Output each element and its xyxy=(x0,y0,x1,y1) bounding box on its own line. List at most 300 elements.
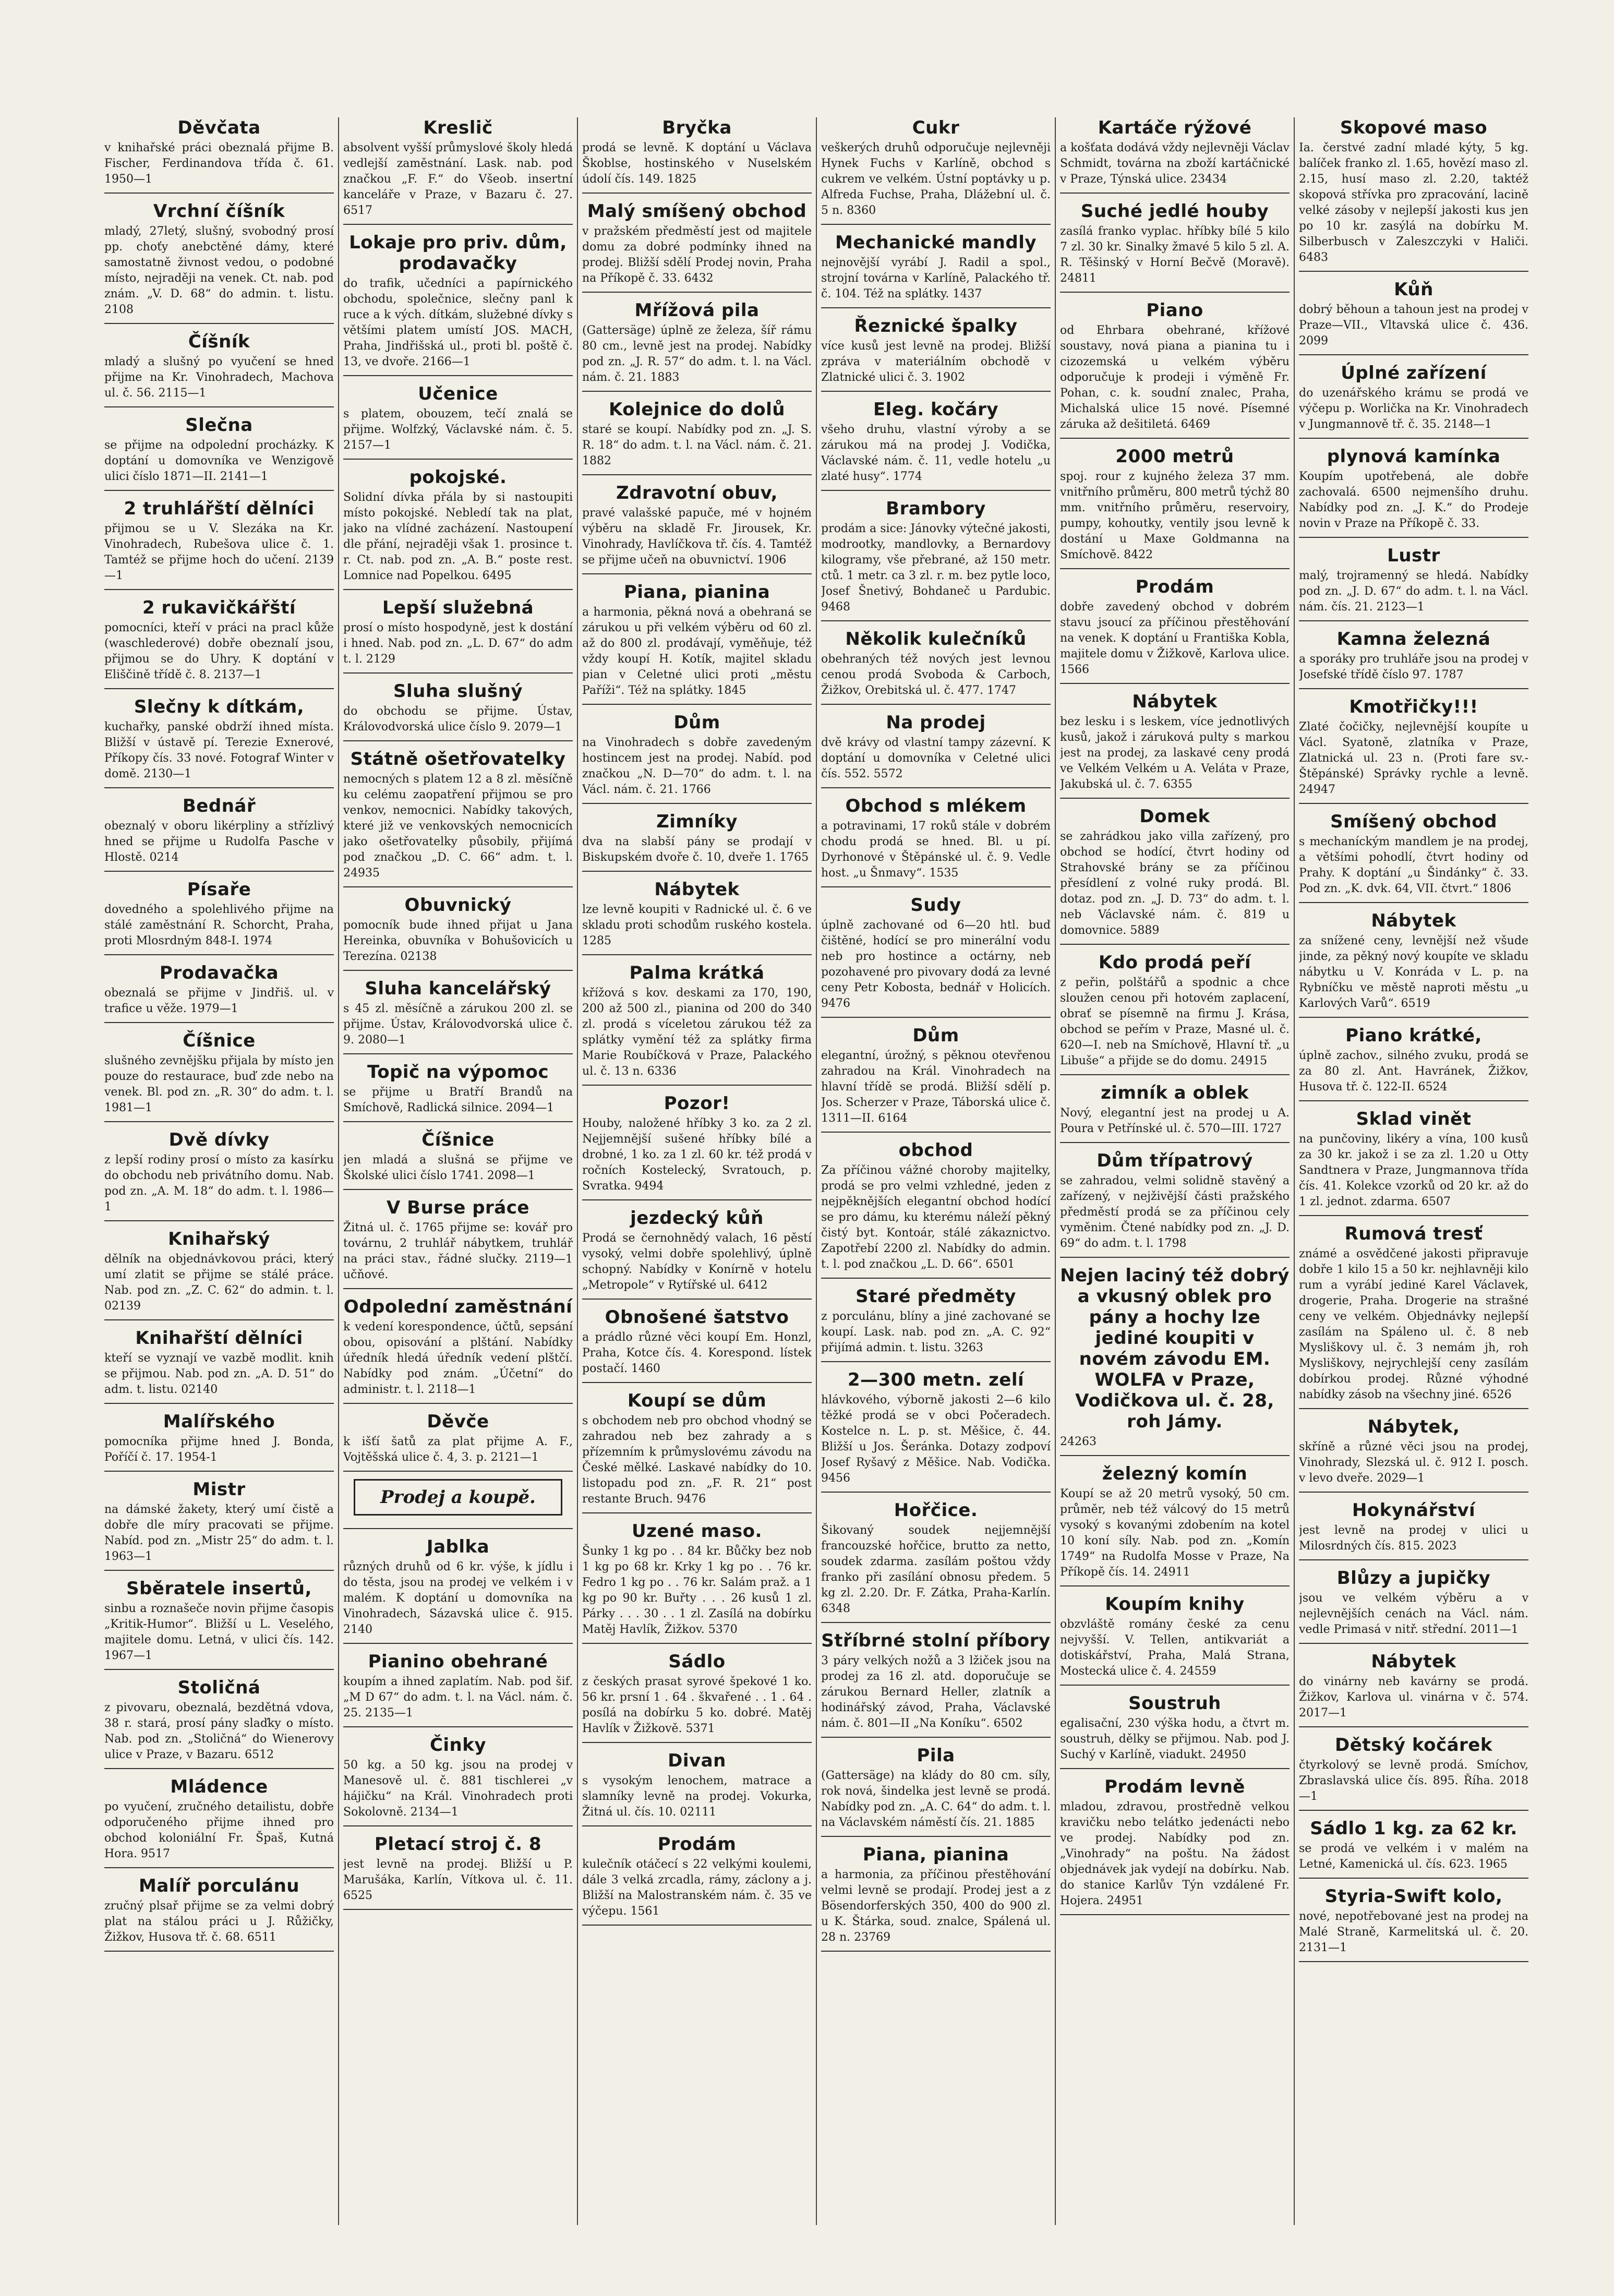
ad-body: a sporáky pro truhláře jsou na prodej v Josefské třídě číslo 97. 1787 xyxy=(1299,653,1528,681)
ad-heading: Vrchní číšník xyxy=(153,201,285,222)
ad-body: mladý, 27letý, slušný, svobodný prosí pp. choťy anebctěné dámy, které samostatně živnost vedou, o podobné místo, nejraději na venek. Ct. nab. pod znám. „V. D. 68“ do admin. t. listu. 2108 xyxy=(104,225,334,316)
ad-body: nemocných s platem 12 a 8 zl. měsíčně ku celému zaopatření přijmou se pro venkov, nemocnici. Nabídky takových, které již ve venkovských nemocnicích jako ošetřovatelky působily, přijímá pod značkou „D. C. 66“ adm. t. l. 24935 xyxy=(343,773,573,880)
ad-heading: pokojské. xyxy=(409,467,507,488)
classified-ad xyxy=(343,383,573,460)
ad-body: za snížené ceny, levnější než všude jinde, za pěkný nový koupíte ve skladu nábytku u V. Konráda v L. p. na Rybníčku ve městě naproti městu „u Karlových Varů“. 6519 xyxy=(1299,934,1528,1010)
ad-heading: plynová kamínka xyxy=(1327,446,1501,467)
classified-ad xyxy=(104,879,334,955)
classified-ad xyxy=(821,1745,1051,1837)
classified-ad xyxy=(104,1479,334,1571)
ad-body: zasílá franko vyplac. hříbky bílé 5 kilo 7 zl. 30 kr. Sinalky žmavé 5 kilo 5 zl. A. R. Těšinský v Horní Bečvě (Moravě). 24811 xyxy=(1060,225,1290,285)
ad-body: čtyrkolový se levně prodá. Smíchov, Zbraslavská ulice čís. 895. Říha. 2018—1 xyxy=(1299,1759,1528,1803)
ad-heading: Nábytek xyxy=(654,879,740,900)
ad-body: staré se koupí. Nabídky pod zn. „J. S. R. 18“ do adm. t. l. na Václ. nám. č. 21. 1882 xyxy=(582,423,812,467)
ad-heading: 2 truhlářští dělníci xyxy=(124,498,315,519)
ad-heading: Cukr xyxy=(912,117,960,138)
ad-body: elegantní, úrožný, s pěknou otevřenou zahradou na Král. Vinohradech na hlavní třídě se prodá. Bližší sdělí p. Jos. Scherzer v Praze, Táborská ulice č. 1311—II. 6164 xyxy=(821,1049,1051,1125)
classified-ad xyxy=(1299,1025,1528,1101)
classified-ad xyxy=(343,1197,573,1289)
classified-ad xyxy=(821,895,1051,1018)
column-3 xyxy=(582,117,812,2225)
classified-ad xyxy=(1060,1265,1290,1456)
classified-ad xyxy=(343,1296,573,1404)
classified-ad xyxy=(821,316,1051,392)
classified-ad xyxy=(582,300,812,392)
ad-heading: Nábytek xyxy=(1371,910,1456,931)
classified-ad xyxy=(104,597,334,689)
ad-heading: Kartáče rýžové xyxy=(1098,117,1252,138)
ad-heading: Styria-Swift kolo, xyxy=(1324,1886,1503,1907)
classified-ad xyxy=(1299,117,1528,272)
classified-ad xyxy=(1060,1693,1290,1769)
column-divider xyxy=(1055,117,1056,2225)
ad-body: absolvent vyšší průmyslové školy hledá vedlejší zaměstnání. Lask. nab. pod značkou „F. F.“ do Všeob. insertní kanceláře v Praze, v Bazaru č. 27. 6517 xyxy=(343,141,573,217)
ad-body: dvě krávy od vlastní tampy zázevní. K doptání u domovníka v Celetné ulici čís. 552. 5572 xyxy=(821,736,1051,780)
ad-heading: Knihařský xyxy=(168,1229,270,1249)
ad-heading: Mechanické mandly xyxy=(835,232,1037,253)
ad-body: slušného zevnějšku přijala by místo jen pouze do restaurace, buď zde nebo na venek. Bl. pod zn. „R. 30“ do adm. t. l. 1981—1 xyxy=(104,1054,334,1114)
classified-ad xyxy=(104,1030,334,1122)
ad-heading: Domek xyxy=(1139,806,1210,827)
ad-body: v knihařské práci obeznalá přijme B. Fischer, Ferdinandova třída č. 61. 1950—1 xyxy=(104,141,334,186)
ad-heading: Mřížová pila xyxy=(634,300,760,321)
ad-heading: Sklad vinět xyxy=(1356,1109,1472,1129)
ad-body: prodám a sice: Jánovky výtečné jakosti, modrootky, mandlovky, a Bernardovy kilogramy, vše přebrané, až 150 metr. ctů. 1 metr. ca 3 zl. r. m. bez pytle loco, Josef Šnetivý, Bohdaneč u Pardubic. 9468 xyxy=(821,522,1051,614)
ad-body: pravé valašské papuče, mé v hojném výběru na skladě Fr. Jirousek, Kr. Vinohrady, Havlíčkova tř. čís. 4. Tamtéž se přijme učeň na obuvnictví. 1906 xyxy=(582,507,812,567)
ad-heading: Činky xyxy=(429,1735,487,1756)
ad-heading: 2—300 metn. zelí xyxy=(847,1369,1025,1390)
classified-ad xyxy=(582,582,812,705)
classified-ad xyxy=(1060,806,1290,945)
classified-ad xyxy=(104,1411,334,1472)
ad-heading: Dům xyxy=(673,712,720,733)
ad-heading: Piano xyxy=(1146,300,1203,321)
ad-heading: Řeznické špalky xyxy=(854,316,1018,336)
classified-ad xyxy=(1060,446,1290,569)
ad-body: přijmou se u V. Slezáka na Kr. Vinohradech, Rubešova ulice č. 1. Tamtéž se přijme hoch do učení. 2139—1 xyxy=(104,522,334,582)
classified-ad xyxy=(1299,1651,1528,1727)
ad-body: na dámské žakety, který umí čistě a dobře dle míry pracovati se přijme. Nabíd. pod zn. „Mistr 25“ do adm. t. l. 1963—1 xyxy=(104,1503,334,1563)
classified-ad xyxy=(104,963,334,1023)
ad-body: dělník na objednávkovou práci, který umí zlatit se přijme se stálé práce. Nab. pod zn. „Z. C. 62“ do admin. t. l. 02139 xyxy=(104,1253,334,1313)
classified-ad xyxy=(104,1876,334,1952)
classified-ad xyxy=(582,712,812,804)
column-5 xyxy=(1060,117,1290,2225)
classified-ad xyxy=(1060,576,1290,684)
ad-body: spoj. rour z kujného železa 37 mm. vnitřního průměru, 800 metrů týchž 80 mm. vnitřního průměru, reservoiry, pumpy, kohoutky, ventily jsou levně k dostání u Maxe Goldmanna na Smíchově. 8422 xyxy=(1060,470,1290,561)
ad-heading: Palma krátká xyxy=(629,963,765,983)
ad-heading: Stříbrné stolní příbory xyxy=(821,1630,1051,1651)
ad-body: do uzenářského krámu se prodá ve výčepu p. Worličkа na Kr. Vinohradech v Jungmannově tř. č. 35. 2148—1 xyxy=(1299,387,1528,431)
ad-heading: Pozor! xyxy=(664,1093,730,1114)
classified-ad xyxy=(1299,629,1528,689)
ad-heading: obchod xyxy=(898,1140,973,1161)
ad-body: se zahrádkou jako villa zařízený, pro obchod se hodící, čtvrt hodiny od Strahovské brány se za příčinou přesídlení z volné ruky prodá. Bl. dotaz. pod zn. „J. D. 73“ do adm. t. l. neb Václavské nám. č. 819 u domovnice. 5889 xyxy=(1060,830,1290,937)
ad-body: a harmonia, pěkná nová a obehraná se zárukou u při velkém výběru od 60 zl. až do 800 zl. prodávají, vyměňuje, též vždy koupí H. Kotík, majitel skladu pian v Celetné ulici proti „městu Paříži“. Též na splátky. 1845 xyxy=(582,606,812,697)
ad-heading: Lokaje pro priv. dům, prodavačky xyxy=(349,232,567,274)
ad-body: více kusů jest levně na prodej. Bližší zpráva v materiálním obchodě v Zlatnické ulici č. 3. 1902 xyxy=(821,340,1051,384)
classified-ad xyxy=(343,1536,573,1644)
ad-body: z českých prasat syrové špekové 1 ko. 56 kr. prsní 1 . 64 . škvařené . . 1 . 64 . posílá na dobírku 5 ko. dobré. Matěj Havlík v Žižkově. 5371 xyxy=(582,1675,812,1735)
ad-heading: Koupím knihy xyxy=(1105,1594,1245,1615)
classified-ad xyxy=(104,1578,334,1670)
ad-heading: Na prodej xyxy=(886,712,986,733)
ad-body: s platem, obouzem, tečí znalá se přijme. Wolfzký, Václavské nám. č. 5. 2157—1 xyxy=(343,407,573,452)
ad-heading: Suché jedlé houby xyxy=(1080,201,1269,222)
column-4 xyxy=(821,117,1051,2225)
ad-heading: Prodám xyxy=(1135,576,1214,597)
ad-body: malý, trojramenný se hledá. Nabídky pod zn. „J. D. 67“ do adm. t. l. na Václ. nám. čís. 21. 2123—1 xyxy=(1299,569,1528,614)
ad-body: prosí o místo hospodyně, jest k dostání i hned. Nab. pod zn. „L. D. 67“ do adm t. l. 2129 xyxy=(343,621,573,666)
classified-ad xyxy=(1299,696,1528,804)
classified-ad xyxy=(582,117,812,194)
classified-ad xyxy=(1060,691,1290,799)
ad-heading: Děvčata xyxy=(177,117,261,138)
ad-body: obehraných též nových jest levnou cenou prodá Svoboda & Carboch, Žižkov, Orebitská ul. č. 477. 1747 xyxy=(821,653,1051,697)
classified-ad xyxy=(104,1229,334,1320)
ad-heading: Dvě dívky xyxy=(168,1129,270,1150)
classified-ad xyxy=(582,1521,812,1644)
ad-body: 24263 xyxy=(1060,1435,1097,1448)
classified-ad xyxy=(104,1328,334,1404)
classified-ad xyxy=(1299,811,1528,903)
ad-body: dobře zavedený obchod v dobrém stavu jsoucí za příčinou přestěhování na venek. K doptání u Františka Kobla, majitele domu v Žižkově, Karlova ulice. 1566 xyxy=(1060,600,1290,676)
ad-body: obeznalá se přijme v Jindřiš. ul. v trafice u věže. 1979—1 xyxy=(104,987,334,1015)
ad-heading: Slečna xyxy=(185,415,253,436)
ad-body: Nový, elegantní jest na prodej u A. Poura v Petřínské ul. č. 570—III. 1727 xyxy=(1060,1107,1290,1135)
ad-heading: Uzené maso. xyxy=(632,1521,762,1542)
ad-heading: zimník a oblek xyxy=(1101,1083,1249,1103)
ad-body: se prodá ve velkém i v malém na Letné, Kamenická ul. čís. 623. 1965 xyxy=(1299,1842,1528,1871)
classified-ad xyxy=(1299,1223,1528,1409)
ad-body: po vyučení, zručného detailistu, dobře odporučeného přijme ihned pro obchod koloniální Fr. Špaš, Kutná Hora. 9517 xyxy=(104,1800,334,1860)
ad-body: z porculánu, blíny a jiné zachované se koupí. Lask. nab. pod zn. „A. C. 92“ přijímá admin. t. listu. 3263 xyxy=(821,1310,1051,1354)
ad-body: s mechaníckým mandlem je na prodej, a většími pohodlí, čtvrt hodiny od Prahy. K doptání „u Šindánky“ č. 33. Pod zn. „K. dvk. 64, VII. čtvrt.“ 1806 xyxy=(1299,835,1528,895)
classified-ad xyxy=(582,1307,812,1383)
ad-heading: Prodám xyxy=(657,1834,737,1855)
classified-ad xyxy=(1060,1150,1290,1258)
column-divider xyxy=(1294,117,1295,2225)
ad-body: a harmonia, za příčinou přestěhování velmi levně se prodají. Prodej jest a z Bösendorferských 350, 400 do 900 zl. u K. Štárka, soud. znalce, Spálená ul. 28 n. 23769 xyxy=(821,1868,1051,1944)
classified-ad xyxy=(343,117,573,225)
ad-heading: Kreslič xyxy=(423,117,493,138)
classified-ad xyxy=(821,232,1051,308)
ad-body: z pivovaru, obeznalá, bezdětná vdova, 38 r. stará, prosí pány slaďky o místo. Nab. pod zn. „Stoličná“ do Wienerovy ulice v Praze, v Bazaru. 6512 xyxy=(104,1701,334,1761)
classified-ad xyxy=(582,399,812,475)
classified-ad xyxy=(104,1776,334,1868)
ad-heading: Odpolední zaměstnání xyxy=(343,1296,573,1317)
classified-ad xyxy=(1299,1109,1528,1216)
classified-ad xyxy=(821,796,1051,887)
ad-heading: Dům xyxy=(912,1025,959,1046)
classified-ad xyxy=(582,1093,812,1200)
ad-heading: Nábytek xyxy=(1132,691,1218,712)
ad-body: dva na slabší pány se prodají v Biskupském dvoře č. 10, dveře 1. 1765 xyxy=(582,835,812,864)
column-1 xyxy=(104,117,334,2225)
ad-heading: Obnošené šatstvo xyxy=(605,1307,789,1328)
column-divider xyxy=(577,117,578,2225)
ad-heading: Slečny k dítkám, xyxy=(134,696,305,717)
ad-heading: Skopové maso xyxy=(1340,117,1488,138)
ad-body: z lepší rodiny prosí o místo za kasírku do obchodu neb privátního domu. Nab. pod zn. „A. M. 18“ do adm. t. l. 1986—1 xyxy=(104,1153,334,1213)
ad-body: pomocníka přijme hned J. Bonda, Poříčí č. 17. 1954-1 xyxy=(104,1435,334,1464)
ad-body: jest levně na prodej. Bližší u P. Marušáka, Karlín, Vítkova ul. č. 11. 6525 xyxy=(343,1858,573,1902)
classified-ad xyxy=(104,796,334,872)
column-6 xyxy=(1299,117,1528,2225)
ad-body: zručný plsař přijme se za velmi dobrý plat na stálou práci u J. Růžičky, Žižkov, Husova tř. č. 68. 6511 xyxy=(104,1900,334,1944)
ad-heading: Bednář xyxy=(182,796,256,816)
ad-heading: Blůzy a jupičky xyxy=(1336,1568,1491,1589)
ad-body: jest levně na prodej v ulici u Milosrdných čís. 815. 2023 xyxy=(1299,1524,1528,1553)
ad-heading: Jablka xyxy=(426,1536,490,1557)
ad-body: na Vinohradech s dobře zavedeným hostincem jest na prodej. Nabíd. pod značkou „N. D—70“ do adm. t. l. na Václ. nám. č. 21. 1766 xyxy=(582,736,812,796)
ad-heading: Pianino obehrané xyxy=(368,1651,548,1672)
ad-body: 3 páry velkých nožů a 3 lžiček jsou na prodej za 16 zl. atd. doporučuje se zárukou Bernard Heller, zlatník a hodinářský závod, Praha, Václavské nám. č. 801—II „Na Koníku“. 6502 xyxy=(821,1654,1051,1730)
ad-body: z peřin, polštářů a spodnic a chce sloužen cenou při hotovém zaplacení, obrať se písemně na firmu J. Krása, obchod se peřím v Praze, Masné ul. č. 620—I. neb na Smíchově, Hlavní tř. „u Libuše“ a přijde se do domu. 24915 xyxy=(1060,976,1290,1067)
classified-ad xyxy=(343,1735,573,1826)
ad-heading: Koupí se dům xyxy=(627,1390,767,1411)
ad-body: hlávkového, výborně jakosti 2—6 kilo těžké prodá se v obci Počeradech. Kostelce n. L. p. st. Měšice, č. 44. Bližší u Jos. Šeránka. Dotazy zodpoví Josef Ryšavý z Měšice. Nab. Vodička. 9456 xyxy=(821,1393,1051,1485)
classified-ad xyxy=(582,963,812,1086)
classified-ad xyxy=(1060,300,1290,439)
classified-ad xyxy=(582,1390,812,1513)
ad-body: s 45 zl. měsíčně a zárukou 200 zl. se přijme. Ústav, Královodvorská ulice č. 9. 2080—1 xyxy=(343,1002,573,1047)
ad-body: dovedného a spolehlivého přijme na stálé zaměstnání R. Schorcht, Praha, proti Mlosrdným 848-I. 1974 xyxy=(104,903,334,947)
classified-ad xyxy=(1060,1463,1290,1586)
ad-body: všeho druhu, vlastní výroby a se zárukou má na prodej J. Vodička, Václavské nám. č. 11, vedle hotelu „u zlaté husy“. 1774 xyxy=(821,423,1051,483)
ad-body: od Ehrbara obehrané, křížové soustavy, nová piana a pianina tu i cizozemská u velkém výběru odporučuje k prodeji i výměně Fr. Pohan, c. k. soudní znalec, Praha, Michalská ulice 15 nové. Písemné záruka až dešitiletá. 6469 xyxy=(1060,324,1290,431)
column-divider xyxy=(816,117,817,2225)
classified-ad xyxy=(582,1651,812,1743)
classified-ad xyxy=(1299,545,1528,621)
classified-ad xyxy=(1299,363,1528,439)
ad-body: a prádlo různé věci koupí Em. Honzl, Praha, Kotce čís. 4. Korespond. lístek postačí. 1460 xyxy=(582,1331,812,1375)
ad-heading: Hořčice. xyxy=(894,1500,978,1521)
classified-ad xyxy=(104,117,334,194)
classified-ad xyxy=(343,749,573,887)
ad-body: Šunky 1 kg po . . 84 kr. Bůčky bez nob 1 kg po 68 kr. Krky 1 kg po . . 76 kr. Fedro 1 kg po . . 76 kr. Salám praž. a 1 kg po 90 kr. Buřty . . . 26 kusů 1 zl. Párky . . . 30 . . 1 zl. Zasílá na dobírku Matěj Havlík, Žižkov. 5370 xyxy=(582,1545,812,1636)
ad-heading: Dům třípatrový xyxy=(1097,1150,1253,1171)
classified-ad xyxy=(104,201,334,324)
ad-body: nové, nepotřebované jest na prodej na Malé Straně, Karmelitská ul. č. 20. 2131—1 xyxy=(1299,1910,1528,1954)
ad-heading: Malý smíšený obchod xyxy=(587,201,807,222)
classified-ad xyxy=(104,696,334,788)
section-banner: Prodej a koupě. xyxy=(354,1479,562,1516)
ad-heading: Dětský kočárek xyxy=(1335,1735,1492,1756)
classified-ad xyxy=(343,1411,573,1472)
ad-heading: 2000 metrů xyxy=(1115,446,1234,467)
ad-body: Prodá se černohnědý valach, 16 pěstí vysoký, velmi dobře spolehlivý, úplně schopný. Nabídky v Konírně v hotelu „Metropole“ v Rytířské ul. 6412 xyxy=(582,1232,812,1292)
classified-ad xyxy=(343,1651,573,1727)
ad-body: Ia. čerstvé zadní mladé kýty, 5 kg. balíček franko zl. 1.65, hovězí maso zl. 2.15, husí maso zl. 2.20, taktéž skopová střívka pro zpracování, lacině velké zásoby v nejlepší jakosti kus jen po 10 kr. zasýlá na dobírku M. Silberbusch v Zaleszczyki v Haliči. 6483 xyxy=(1299,141,1528,264)
ad-body: dobrý běhoun a tahoun jest na prodej v Praze—VII., Vltavská ulice č. 436. 2099 xyxy=(1299,303,1528,347)
ad-heading: Číšnice xyxy=(421,1129,495,1150)
ad-heading: Piana, pianina xyxy=(862,1844,1009,1865)
classified-ad xyxy=(821,629,1051,705)
ad-heading: Divan xyxy=(668,1750,726,1771)
classified-ad xyxy=(1299,279,1528,355)
ad-heading: Soustruh xyxy=(1128,1693,1221,1714)
ad-body: do obchodu se přijme. Ústav, Královodvorská ulice číslo 9. 2079—1 xyxy=(343,705,573,734)
ad-body: Solidní dívka přála by si nastoupiti místo pokojské. Nebledí tak na plat, jako na vlídné zacházení. Nastoupení dle přání, nejraději však 1. prosince t. r. Ct. nab. pod zn. „A. B.“ poste rest. Lomnice nad Popelkou. 6495 xyxy=(343,491,573,582)
ad-body: k išťí šatů za plat přijme A. F., Vojtěšská ulice č. 4, 3. p. 2121—1 xyxy=(343,1435,573,1464)
ad-heading: jezdecký kůň xyxy=(630,1208,764,1229)
ad-body: pomocník bude ihned přijat u Jana Hereinka, obuvníka v Bohušovicích u Terezína. 02138 xyxy=(343,919,573,963)
ad-body: jen mladá a slušná se přijme ve Školské ulici číslo 1741. 2098—1 xyxy=(343,1153,573,1182)
ad-body: jsou ve velkém výběru a v nejlevnějších cenách na Václ. nám. vedle Primasá v nitř. střední. 2011—1 xyxy=(1299,1592,1528,1636)
ad-body: Šikovaný soudek nejjemnější francouzské hořčice, brutto za netto, soudek zdarma. zasílám poštou vždy franko při zasílání obnosu předem. 5 kg zl. 2.20. Dr. F. Zátka, Praha-Karlín. 6348 xyxy=(821,1524,1051,1615)
ad-heading: Sádlo xyxy=(668,1651,726,1672)
ad-heading: Knihařští dělníci xyxy=(135,1328,303,1349)
classified-ad xyxy=(104,331,334,407)
ad-heading: Mládence xyxy=(170,1776,268,1797)
ad-heading: Státně ošetřovatelky xyxy=(350,749,566,770)
classified-ad xyxy=(1060,1776,1290,1915)
classified-ad xyxy=(582,201,812,293)
ad-heading: Lustr xyxy=(1387,545,1440,566)
ad-body: do vinárny neb kavárny se prodá. Žižkov, Karlova ul. vinárna v č. 574. 2017—1 xyxy=(1299,1675,1528,1720)
ad-heading: Stoličná xyxy=(177,1677,261,1698)
classified-ad xyxy=(582,1750,812,1826)
ad-body: mladou, zdravou, prostředně velkou kravičku nebo telátko jedenácti nebo ve prodej. Nabídky pod zn. „Vinohrady“ na poštu. Na žádost objednávek jak vydejí na dobírku. Nab. do stanice Karlův Týn vzdálené Fr. Hojera. 24951 xyxy=(1060,1800,1290,1907)
classified-ad xyxy=(343,1062,573,1122)
ad-heading: Děvče xyxy=(427,1411,489,1432)
ad-heading: Číšník xyxy=(188,331,250,352)
ad-body: (Gattersäge) na klády do 80 cm. síly, rok nová, šindelka jest levně se prodá. Nabídky pod zn. „A. C. 64“ do adm. t. l. na Václavském náměstí čís. 21. 1885 xyxy=(821,1769,1051,1829)
ad-body: nejnovější vyrábí J. Radil a spol., strojní továrna v Karlíně, Palackého tř. č. 104. Též na splátky. 1437 xyxy=(821,256,1051,300)
ad-heading: V Burse práce xyxy=(387,1197,529,1218)
ad-heading: Číšnice xyxy=(183,1030,256,1051)
ad-body: lze levně koupiti v Radnické ul. č. 6 ve skladu proti schodům ruského kostela. 1285 xyxy=(582,903,812,947)
classified-ad xyxy=(582,1208,812,1300)
ad-body: Koupím upotřebená, ale dobře zachovalá. 6500 nejmenšího druhu. Nabídky pod zn. „J. K.“ do Prodeje novin v Praze na Příkopě č. 33. xyxy=(1299,470,1528,530)
ad-body: Zlaté čočičky, nejlevnější koupíte u Václ. Syatoně, zlatníka v Praze, Zlatnická ul. 23 n. (Proti fare sv.-Štěpánské) Správky rychle a levně. 24947 xyxy=(1299,720,1528,796)
ad-body: s obchodem neb pro obchod vhodný se zahradou neb bez zahrady a s přízemním k průmyslovému závodu na České mělké. Laskavé nabídky do 10. listopadu pod zn. „F. R. 21“ post restante Bruch. 9476 xyxy=(582,1414,812,1506)
classified-ad xyxy=(582,811,812,872)
ad-heading: Hokynářství xyxy=(1352,1500,1476,1521)
ad-body: s vysokým lenochem, matrace a slamníky levně na prodej. Vokurka, Žitná ul. čís. 10. 02111 xyxy=(582,1774,812,1819)
ad-heading: Nejen laciný též dobrý a vkusný oblek pro pány a hochy lze jediné koupiti v novém závodu EM. WOLFA v Praze, Vodičkova ul. č. 28, roh Jámy. xyxy=(1060,1265,1290,1432)
ad-body: křížová s kov. deskami za 170, 190, 200 až 500 zl., pianina od 200 do 340 zl. prodá s víceletou zárukou též za splátky vymění též za splátky firma Marie Roubíčková v Praze, Palackého ul. č. 13 n. 6336 xyxy=(582,987,812,1078)
ad-heading: Piana, pianina xyxy=(623,582,770,603)
classified-ad xyxy=(821,498,1051,621)
classified-ad xyxy=(343,467,573,590)
ad-body: skříně a různé věci jsou na prodej, Vinohrady, Slezská ul. č. 912 I. posch. v levo dveře. 2029—1 xyxy=(1299,1440,1528,1485)
ad-body: v pražském předměstí jest od majitele domu za dobré podmínky ihned na prodej. Bližší sdělí Prodej novin, Praha na Příkopě č. 33. 6432 xyxy=(582,225,812,285)
ad-heading: Sádlo 1 kg. za 62 kr. xyxy=(1310,1818,1517,1839)
classified-ad xyxy=(821,1286,1051,1362)
ad-heading: Učenice xyxy=(418,383,498,404)
classified-ad xyxy=(582,483,812,574)
ad-heading: Nábytek xyxy=(1371,1651,1456,1672)
ad-heading: Kolejnice do dolů xyxy=(609,399,785,420)
ad-body: Za příčinou vážné choroby majitelky, prodá se pro velmi vzhledné, jeden z nejpěknějších elegantní obchod hodící se pro dámu, ku kterému náleží pěkný čistý byt. Kontoár, stálé zákaznictvo. Zapotřebí 2200 zl. Nabídky do admin. t. l. pod značkou „L. D. 66“. 6501 xyxy=(821,1164,1051,1271)
classified-ad xyxy=(343,895,573,971)
ad-body: úplně zachované od 6—20 htl. buď čištěné, hodící se pro minerální vodu neb pro hostince a octárny, neb pozohavené pro pivovary dodá za levné ceny Petr Kobosta, bednář v Holicích. 9476 xyxy=(821,919,1051,1010)
classified-ad xyxy=(1299,1416,1528,1493)
ad-heading: 2 rukavičkářští xyxy=(142,597,296,618)
classified-ad xyxy=(343,232,573,376)
ad-body: kuchařky, panské obdrží ihned místa. Bližší v ústavě pí. Terezie Exnerové, Příkopy čís. 33 nové. Fotograf Winter v domě. 2130—1 xyxy=(104,720,334,780)
column-2 xyxy=(343,117,573,2225)
ad-heading: Topič na výpomoc xyxy=(367,1062,549,1083)
ad-heading: Sluha slušný xyxy=(393,681,523,702)
newspaper-page xyxy=(104,117,1528,2230)
classified-ad xyxy=(1060,1083,1290,1143)
ad-body: Koupí se až 20 metrů vysoký, 50 cm. průměr, neb též válcový do 15 metrů vysoký s kovanými zdobením na kotel 10 koní síly. Nab. pod zn. „Komín 1749“ na Rudolfa Mosse v Praze, Na Příkopě čís. 14. 24911 xyxy=(1060,1487,1290,1579)
ad-body: se přijme na odpolední procházky. K doptání u domovníka ve Wenzigově ulici číslo 1871—II. 2141—1 xyxy=(104,439,334,483)
ad-heading: Sběratele insertů, xyxy=(126,1578,312,1599)
ad-heading: Lepší služebná xyxy=(382,597,534,618)
column-divider xyxy=(338,117,339,2225)
ad-heading: Kůň xyxy=(1394,279,1434,300)
ad-body: úplně zachov., silného zvuku, prodá se za 80 zl. Ant. Havránek, Žižkov, Husova tř. č. 122-II. 6524 xyxy=(1299,1049,1528,1093)
ad-body: na punčoviny, likéry a vína, 100 kusů za 30 kr. jakož i se za zl. 1.20 u Otty Sandtnera v Praze, Jungmannova třída čís. 41. Kolekce vzorků od 20 kr. až do 1 zl. jednot. zdarma. 6507 xyxy=(1299,1133,1528,1208)
ad-heading: Kmotřičky!!! xyxy=(1349,696,1478,717)
ad-heading: železný komín xyxy=(1102,1463,1248,1484)
ad-body: a potravinami, 17 roků stále v dobrém chodu prodá se hned. Bl. u pí. Dyrhonové v Štěpánské ul. č. 9. Vedle host. „u Šnmavy“. 1535 xyxy=(821,820,1051,880)
ad-heading: Staré předměty xyxy=(856,1286,1016,1307)
classified-ad xyxy=(821,1369,1051,1493)
ad-body: Houby, naložené hříbky 3 ko. za 2 zl. Nejjemnější sušené hříbky bílé a drobné, 1 ko. za 1 zl. 60 kr. též prodá v ročních Kostelecký, Svratouch, p. Svratka. 9494 xyxy=(582,1117,812,1193)
ad-heading: Malíř porculánu xyxy=(138,1876,300,1896)
ad-body: známé a osvědčené jakosti připravuje dobře 1 kilo 15 a 50 kr. nejhlavněji kilo rum a vyrábí jediné Karel Václavek, drogerie, Praha. Drogerie na strašné ceny ve velkém. Objednávky nejlepší zasílám na Spáleno ul. č. 8 neb Mysliškovy ul. č. 3 nemám jh, roh Mysliškovy, nejrychlejší ceny zasílám dobírkou prodej. Různé výhodné nabídky zásob na všechny jiné. 6526 xyxy=(1299,1247,1528,1401)
classified-ad xyxy=(104,1677,334,1769)
classified-ad xyxy=(343,597,573,674)
classified-ad xyxy=(1060,1594,1290,1686)
ad-body: kteří se vyznají ve vazbě modlit. knih se přijmou. Nab. pod zn. „A. D. 51“ do adm. t. listu. 02140 xyxy=(104,1352,334,1396)
ad-body: se přijme u Bratří Brandů na Smíchově, Radlická silnice. 2094—1 xyxy=(343,1086,573,1114)
classified-ad xyxy=(821,117,1051,225)
ad-heading: Sluha kancelářský xyxy=(365,978,551,999)
classified-ad xyxy=(821,399,1051,491)
classified-ad xyxy=(104,1129,334,1221)
ad-heading: Piano krátké, xyxy=(1345,1025,1482,1046)
ad-heading: Kamna železná xyxy=(1336,629,1491,650)
ad-body: různých druhů od 6 kr. výše, k jídlu i do těsta, jsou na prodej ve velkém i v malém. K doptání u domovníka na Vinohradech, Sázavská ulice č. 915. 2140 xyxy=(343,1560,573,1636)
classified-ad xyxy=(821,712,1051,788)
classified-ad xyxy=(1299,1735,1528,1811)
classified-ad xyxy=(1060,201,1290,293)
classified-ad xyxy=(821,1500,1051,1623)
classified-ad xyxy=(343,1479,573,1529)
ad-body: veškerých druhů odporučuje nejlevněji Hynek Fuchs v Karlíně, obchod s cukrem ve velkém. Ústní poptávky u p. Alfreda Fuchse, Praha, Dlážební ul. č. 5 n. 8360 xyxy=(821,141,1051,217)
classified-ad xyxy=(104,415,334,491)
classified-ad xyxy=(582,879,812,955)
ad-heading: Sudy xyxy=(910,895,961,916)
ad-heading: Bryčka xyxy=(662,117,732,138)
ad-heading: Obchod s mlékem xyxy=(845,796,1027,816)
ad-body: se zahradou, velmi solidně stavěný a zařízený, v nejživější části pražského předměstí prodá se za příčinou cely vyměnim. Čtené nabídky pod zn. „J. D. 69“ do adm. t. l. 1798 xyxy=(1060,1174,1290,1250)
ad-heading: Prodám levně xyxy=(1104,1776,1245,1797)
ad-heading: Úplné zařízení xyxy=(1341,363,1487,383)
classified-ad xyxy=(343,681,573,741)
ad-body: (Gattersäge) úplně ze železa, šíř rámu 80 cm., levně jest na prodej. Nabídky pod zn. „J. R. 57“ do adm. t. l. na Václ. nám. č. 21. 1883 xyxy=(582,324,812,384)
ad-body: prodá se levně. K doptání u Václava Škoblse, hostinského v Nuselském údolí čís. 149. 1825 xyxy=(582,141,812,186)
classified-ad xyxy=(343,1129,573,1190)
classified-ad xyxy=(821,1844,1051,1952)
classified-ad xyxy=(582,1834,812,1926)
classified-ad xyxy=(1299,446,1528,538)
classified-ad xyxy=(1060,117,1290,194)
classified-ad xyxy=(343,978,573,1054)
ad-heading: Smíšený obchod xyxy=(1330,811,1497,832)
classified-ad xyxy=(1060,952,1290,1075)
ad-body: do trafik, učedníci a papírnického obchodu, společnice, slečny panl k ruce a k vých. dítkám, služebné dívky s většími platem umístí JOS. MACH, Praha, Jindřišská ul., proti bl. poště č. 13, ve dvoře. 2166—1 xyxy=(343,277,573,368)
ad-heading: Rumová tresť xyxy=(1344,1223,1483,1244)
ad-heading: Zdravotní obuv, xyxy=(616,483,778,503)
ad-body: egalisační, 230 výška hodu, a čtvrt m. soustruh, dělky se přijmou. Nab. pod J. Suchý v Karlíně, viadukt. 24950 xyxy=(1060,1717,1290,1761)
